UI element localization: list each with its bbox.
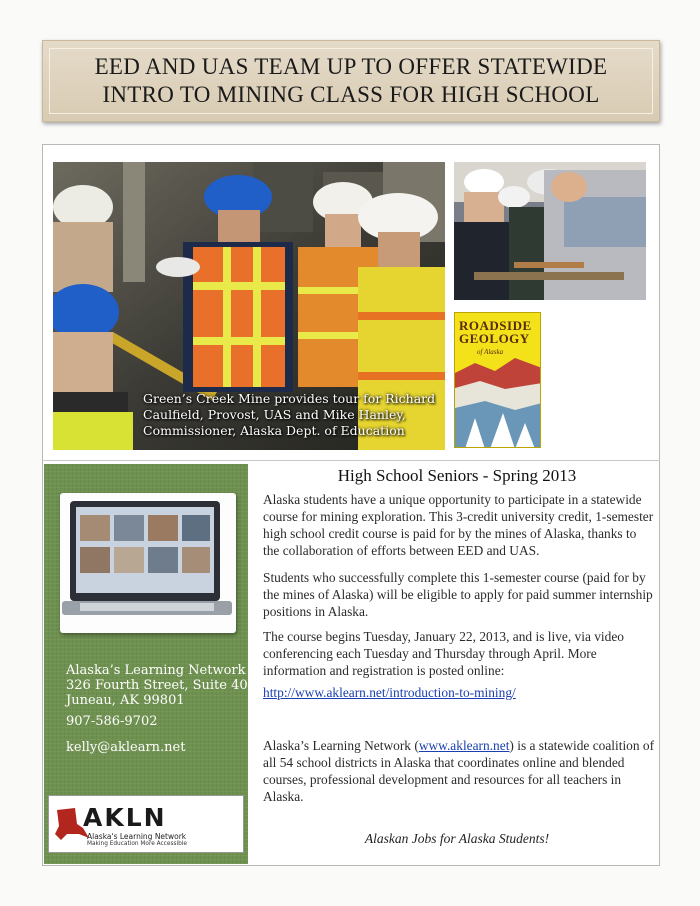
caption-line-3: Commissioner, Alaska Dept. of Education — [143, 423, 405, 438]
title-line-2: INTRO TO MINING CLASS FOR HIGH SCHOOL — [102, 82, 600, 107]
photo-caption — [143, 391, 443, 439]
tagline: Alaskan Jobs for Alaska Students! — [364, 831, 550, 846]
email-address[interactable]: kelly@aklearn.net — [66, 740, 186, 755]
internship-paragraph: Students who successfully complete this 1-semester course (paid for by the mines of Alaska) will be eligible to apply for paid summer internship positions in Alaska. — [263, 570, 653, 619]
address-line-1: 326 Fourth Street, Suite 404 — [66, 678, 256, 693]
title-line-1: EED AND UAS TEAM UP TO OFFER STATEWIDE — [94, 54, 608, 79]
logo-text: AKLN — [83, 803, 167, 832]
title-banner — [42, 40, 660, 122]
book-title-line-1: ROADSIDE — [459, 318, 532, 333]
logo-subtitle: Alaska's Learning Network — [87, 832, 187, 841]
video-conference-photo — [60, 493, 236, 633]
mine-tour-photo — [53, 162, 445, 450]
phone-number: 907-586-9702 — [66, 714, 158, 729]
laptop-illustration — [60, 493, 236, 633]
akln-paragraph-prefix: Alaska’s Learning Network ( — [263, 738, 419, 753]
students-illustration — [454, 162, 646, 300]
students-photo — [454, 162, 646, 300]
org-name: Alaska’s Learning Network — [66, 663, 246, 678]
intro-paragraph: Alaska students have a unique opportunity to participate in a statewide course for mining exploration. This 3-credit university credit, 1-semester high school credit course is paid for by the mines of Alaska, thanks to the collaboration of efforts between EED and UAS. — [263, 492, 654, 558]
akln-website-link[interactable]: www.aklearn.net — [418, 738, 510, 753]
book-subtitle: of Alaska — [477, 348, 504, 356]
caption-line-1: Green’s Creek Mine provides tour for Richard — [143, 391, 436, 406]
course-link-line — [263, 684, 655, 701]
akln-paragraph-suffix: ) is a statewide coalition of all 54 school districts in Alaska that coordinates online and blended courses, professional development and resources for all teachers in Alaska. — [263, 738, 655, 804]
section-divider — [42, 460, 660, 461]
schedule-paragraph: The course begins Tuesday, January 22, 2013, and is live, via video conferencing each Tuesday and Thursday through April. More information and registration is posted online: — [263, 629, 624, 678]
course-link[interactable]: http://www.aklearn.net/introduction-to-mining/ — [263, 685, 516, 700]
address-line-2: Juneau, AK 99801 — [66, 693, 185, 708]
book-title-line-2: GEOLOGY — [459, 331, 530, 346]
roadside-geology-book — [454, 312, 541, 448]
akln-paragraph — [263, 737, 655, 805]
logo-slogan: Making Education More Accessible — [87, 841, 187, 847]
book-title — [459, 319, 539, 345]
caption-line-2: Caulfield, Provost, UAS and Mike Hanley, — [143, 407, 406, 422]
section-heading: High School Seniors - Spring 2013 — [337, 466, 577, 485]
title-inner — [49, 48, 653, 114]
